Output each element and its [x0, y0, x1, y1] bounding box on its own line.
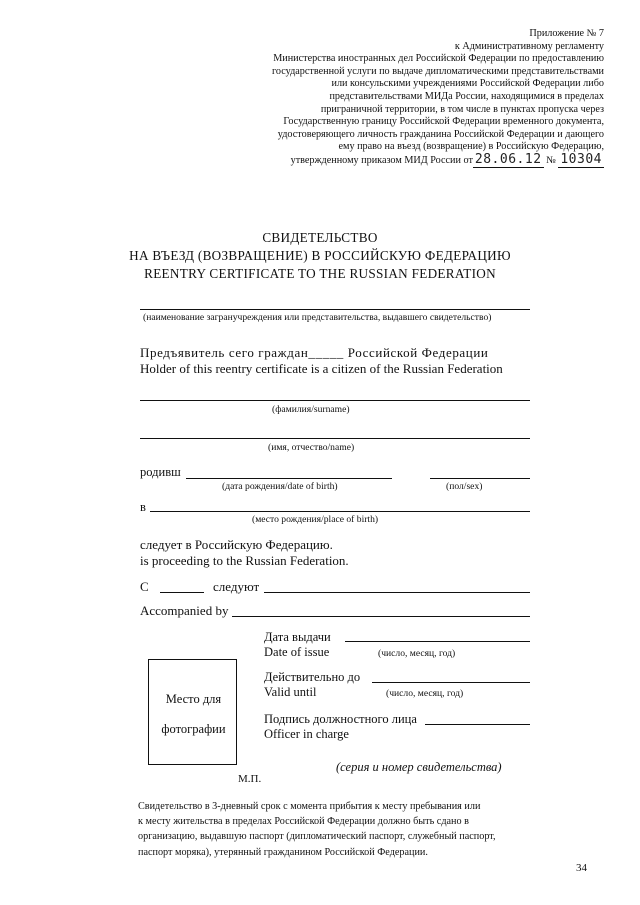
annex-header-line: представительствами МИДа России, находящимися в пределах — [329, 90, 604, 102]
valid-until-en: Valid until — [264, 685, 317, 699]
issuer-line[interactable] — [140, 309, 530, 310]
valid-until-line[interactable] — [372, 682, 530, 683]
photo-label-line-1: Место для — [165, 692, 222, 706]
annex-header-line: удостоверяющего личность гражданина Российской Федерации и дающего — [277, 128, 604, 140]
issue-date-en: Date of issue — [264, 645, 330, 659]
footnote-line: к месту жительства в пределах Российской Федерации должно быть сдано в — [138, 816, 469, 828]
certificate-title — [0, 229, 640, 283]
annex-header-line: Приложение № 7 — [529, 28, 604, 39]
officer-signature-line[interactable] — [425, 724, 530, 725]
order-line — [184, 151, 604, 168]
sex-caption: (пол/sex) — [446, 481, 483, 492]
issue-date-ru: Дата выдачи — [264, 630, 331, 644]
follow-line[interactable] — [264, 592, 530, 593]
footnote-line: организацию, выдавшую паспорт (дипломатический паспорт, служебный паспорт, — [138, 831, 496, 843]
annex-header-line: Министерства иностранных дел Российской Федерации по предоставлению — [273, 53, 604, 65]
issuer-caption: (наименование загранучреждения или представительства, выдавшего свидетельство) — [143, 312, 492, 323]
title-line-3: REENTRY CERTIFICATE TO THE RUSSIAN FEDERATION — [144, 266, 496, 281]
pob-line[interactable] — [150, 511, 530, 512]
annex-header-line: или консульскими учреждениями Российской Федерации либо — [331, 78, 604, 90]
stamp-label: М.П. — [238, 773, 262, 785]
dob-caption: (дата рождения/date of birth) — [222, 481, 338, 492]
order-date: 28.06.12 — [474, 151, 542, 167]
issue-date-caption: (число, месяц, год) — [378, 648, 456, 659]
dob-line[interactable] — [186, 478, 392, 479]
sex-line[interactable] — [430, 478, 530, 479]
name-caption: (имя, отчество/name) — [268, 442, 355, 453]
annex-header-line: к Административному регламенту — [454, 40, 604, 52]
accompanied-line[interactable] — [232, 616, 530, 617]
officer-en: Officer in charge — [264, 727, 349, 741]
born-label: родивш — [140, 465, 181, 479]
surname-caption: (фамилия/surname) — [272, 404, 350, 415]
officer-ru: Подпись должностного лица — [264, 712, 417, 726]
holder-ru: Предъявитель сего граждан_____ Российской Федерации — [140, 345, 489, 360]
order-number: 10304 — [560, 151, 602, 167]
page-number: 34 — [576, 862, 587, 874]
photo-label-line-2: фотографии — [161, 722, 226, 736]
with-count-line[interactable] — [160, 592, 204, 593]
issue-date-line[interactable] — [345, 641, 530, 642]
follow-label: следуют — [213, 579, 260, 594]
accompanied-en: Accompanied by — [140, 603, 229, 618]
with-label: С — [140, 579, 149, 594]
photo-box — [148, 659, 237, 765]
annex-header-line: приграничной территории, в том числе в пунктах пропуска через — [320, 103, 604, 115]
footnote — [138, 799, 538, 860]
proceeding-ru: следует в Российскую Федерацию. — [140, 537, 333, 552]
name-line[interactable] — [140, 438, 530, 439]
proceeding-en: is proceeding to the Russian Federation. — [140, 553, 349, 568]
annex-header-line: Государственную границу Российской Федерации временного документа, — [283, 116, 604, 128]
holder-en: Holder of this reentry certificate is a citizen of the Russian Federation — [140, 361, 503, 376]
valid-until-caption: (число, месяц, год) — [386, 688, 464, 699]
order-prefix: утвержденному приказом МИД России от — [290, 154, 473, 166]
title-line-1: СВИДЕТЕЛЬСТВО — [262, 230, 378, 245]
annex-header-line: ему право на въезд (возвращение) в Российскую Федерацию, — [338, 141, 604, 153]
in-label: в — [140, 500, 146, 514]
footnote-line: Свидетельство в 3-дневный срок с момента прибытия к месту пребывания или — [138, 801, 481, 812]
surname-line[interactable] — [140, 400, 530, 401]
valid-until-ru: Действительно до — [264, 670, 361, 684]
annex-header-line: государственной услуги по выдаче дипломатическими представительствами — [271, 65, 604, 77]
order-number-label: № — [546, 154, 556, 166]
pob-caption: (место рождения/place of birth) — [252, 514, 379, 525]
title-line-2: НА ВЪЕЗД (ВОЗВРАЩЕНИЕ) В РОССИЙСКУЮ ФЕДЕРАЦИЮ — [129, 248, 511, 263]
series-caption: (серия и номер свидетельства) — [336, 760, 502, 774]
annex-header — [184, 28, 604, 168]
footnote-line: паспорт моряка), утерянный гражданином Российской Федерации. — [138, 846, 428, 858]
